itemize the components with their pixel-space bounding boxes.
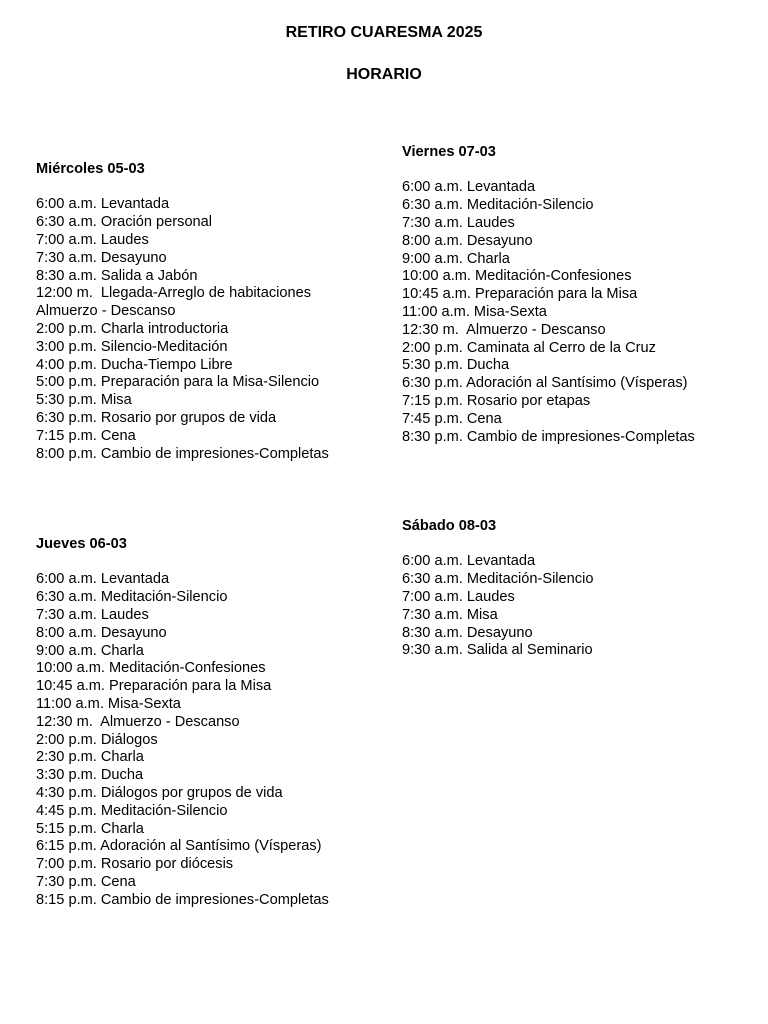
schedule-item: 6:00 a.m. Levantada	[36, 571, 170, 588]
schedule-item: 7:30 a.m. Desayuno	[36, 249, 167, 266]
schedule-item: 6:00 a.m. Levantada	[36, 196, 170, 213]
schedule-item: 7:30 a.m. Misa	[402, 606, 498, 623]
schedule-item: 8:30 p.m. Cambio de impresiones-Completas	[402, 428, 695, 445]
schedule-item: 12:30 m. Almuerzo - Descanso	[402, 321, 606, 338]
schedule-item: 12:30 m. Almuerzo - Descanso	[36, 713, 240, 730]
schedule-item: 10:45 a.m. Preparación para la Misa	[36, 678, 272, 695]
schedule-item: 6:30 a.m. Meditación-Silencio	[402, 571, 594, 588]
schedule-item: 7:00 a.m. Laudes	[402, 588, 515, 605]
schedule-item: 3:30 p.m. Ducha	[36, 767, 144, 784]
schedule-item: 8:00 a.m. Desayuno	[36, 624, 167, 641]
schedule-item: 6:00 a.m. Levantada	[402, 553, 536, 570]
day-schedule-saturday	[402, 518, 593, 660]
schedule-item: 8:30 a.m. Salida a Jabón	[36, 267, 198, 284]
schedule-item: 7:15 p.m. Rosario por etapas	[402, 392, 591, 409]
schedule-item: 4:45 p.m. Meditación-Silencio	[36, 802, 228, 819]
schedule-item: 8:15 p.m. Cambio de impresiones-Completas	[36, 891, 329, 908]
day-schedule-friday	[402, 144, 695, 446]
document-title: RETIRO CUARESMA 2025	[285, 24, 483, 41]
schedule-item: 9:00 a.m. Charla	[36, 642, 144, 659]
schedule-item: 12:00 m. Llegada-Arreglo de habitaciones	[36, 285, 312, 302]
day-heading: Viernes 07-03	[402, 144, 496, 160]
schedule-item: 8:00 p.m. Cambio de impresiones-Completas	[36, 445, 329, 462]
schedule-item: 10:00 a.m. Meditación-Confesiones	[402, 268, 632, 285]
schedule-item: Almuerzo - Descanso	[36, 303, 176, 320]
schedule-item: 5:30 p.m. Misa	[36, 392, 132, 409]
schedule-item: 7:30 a.m. Laudes	[36, 606, 149, 623]
schedule-item: 9:00 a.m. Charla	[402, 250, 510, 267]
schedule-item: 2:00 p.m. Diálogos	[36, 731, 158, 748]
schedule-item: 6:00 a.m. Levantada	[402, 179, 536, 196]
day-heading: Miércoles 05-03	[36, 161, 145, 177]
day-schedule-thursday	[36, 536, 329, 910]
schedule-item: 11:00 a.m. Misa-Sexta	[402, 303, 547, 320]
schedule-item: 6:15 p.m. Adoración al Santísimo (Vísperas)	[36, 838, 322, 855]
schedule-item: 2:30 p.m. Charla	[36, 749, 144, 766]
schedule-item: 8:30 a.m. Desayuno	[402, 624, 533, 641]
schedule-item: 8:00 a.m. Desayuno	[402, 232, 533, 249]
schedule-item: 5:00 p.m. Preparación para la Misa-Silencio	[36, 374, 320, 391]
schedule-item: 10:00 a.m. Meditación-Confesiones	[36, 660, 266, 677]
schedule-item: 6:30 p.m. Rosario por grupos de vida	[36, 409, 277, 426]
document-subtitle: HORARIO	[346, 66, 422, 83]
schedule-item: 4:00 p.m. Ducha-Tiempo Libre	[36, 356, 233, 373]
schedule-item: 2:00 p.m. Charla introductoria	[36, 320, 229, 337]
schedule-item: 6:30 a.m. Meditación-Silencio	[402, 197, 594, 214]
schedule-item: 11:00 a.m. Misa-Sexta	[36, 695, 181, 712]
schedule-item: 10:45 a.m. Preparación para la Misa	[402, 286, 638, 303]
schedule-list	[36, 571, 329, 909]
schedule-item: 4:30 p.m. Diálogos por grupos de vida	[36, 784, 283, 801]
schedule-item: 7:00 p.m. Rosario por diócesis	[36, 856, 234, 873]
schedule-item: 5:30 p.m. Ducha	[402, 357, 510, 374]
schedule-item: 7:00 a.m. Laudes	[36, 231, 149, 248]
day-heading: Sábado 08-03	[402, 518, 497, 534]
schedule-item: 9:30 a.m. Salida al Seminario	[402, 642, 593, 659]
schedule-item: 6:30 a.m. Meditación-Silencio	[36, 589, 228, 606]
schedule-list	[36, 196, 329, 463]
day-heading: Jueves 06-03	[36, 536, 127, 552]
schedule-item: 7:30 a.m. Laudes	[402, 214, 515, 231]
schedule-item: 5:15 p.m. Charla	[36, 820, 144, 837]
schedule-item: 7:45 p.m. Cena	[402, 410, 502, 427]
schedule-item: 6:30 a.m. Oración personal	[36, 214, 213, 231]
schedule-list	[402, 553, 593, 660]
schedule-list	[402, 179, 695, 446]
day-schedule-wednesday	[36, 161, 329, 463]
schedule-item: 7:30 p.m. Cena	[36, 873, 136, 890]
schedule-item: 7:15 p.m. Cena	[36, 427, 136, 444]
schedule-item: 3:00 p.m. Silencio-Meditación	[36, 338, 228, 355]
schedule-item: 2:00 p.m. Caminata al Cerro de la Cruz	[402, 339, 656, 356]
schedule-item: 6:30 p.m. Adoración al Santísimo (Vísperas)	[402, 375, 688, 392]
